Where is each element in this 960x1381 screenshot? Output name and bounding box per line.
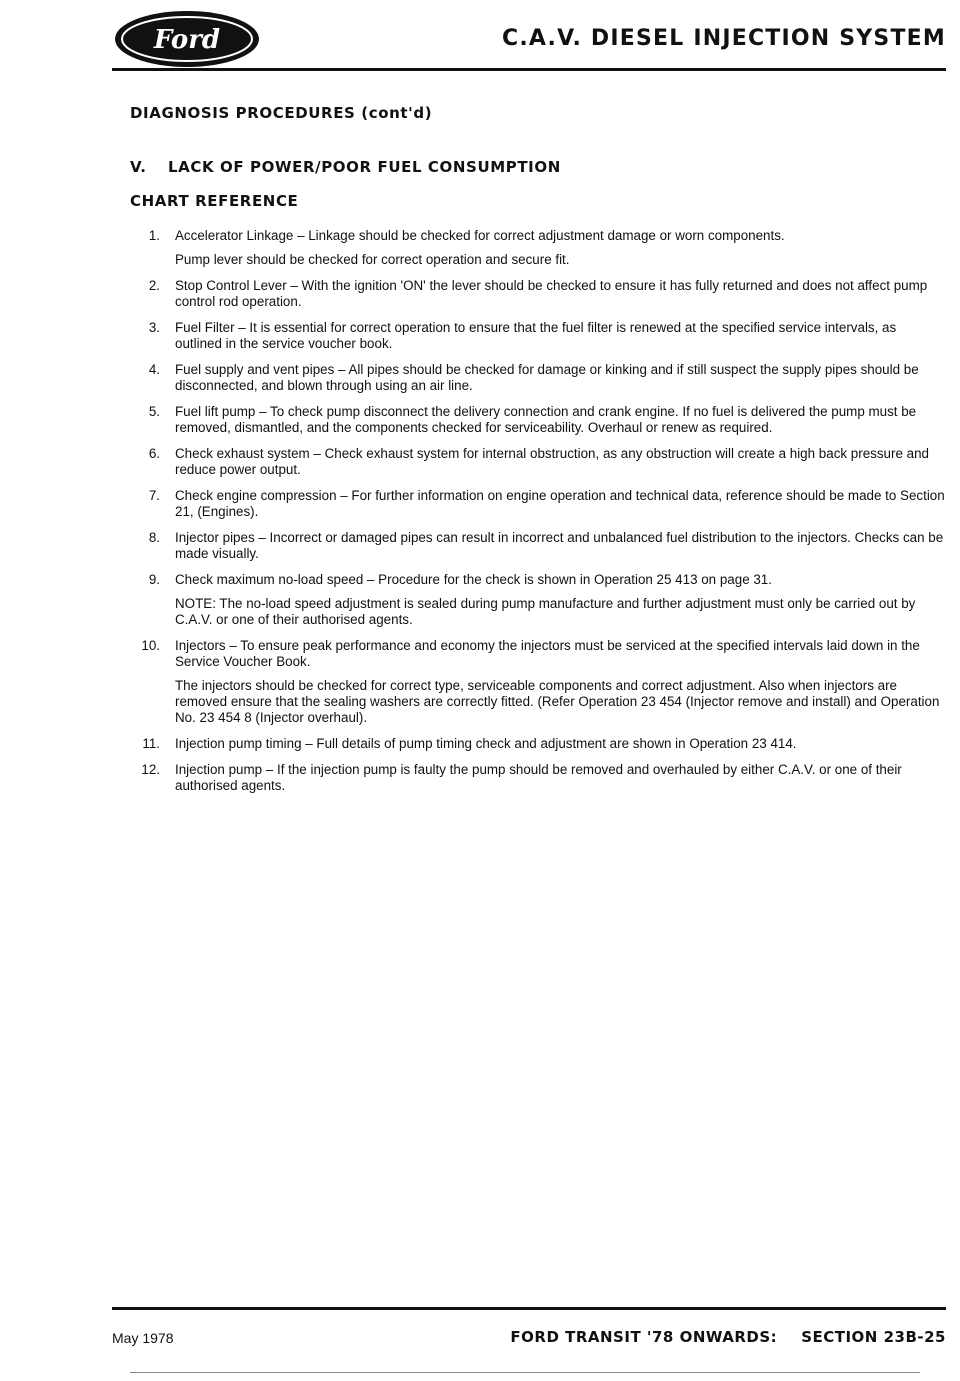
item-paragraph: Injectors – To ensure peak performance and economy the injectors must be serviced at the specified intervals laid down in the Service Voucher Book. (175, 638, 920, 669)
item-paragraph: The injectors should be checked for correct type, serviceable components and correct adjustment. Also when injectors are removed ensure that the sealing washers are correctly fitted. (Refer Operation 23 454 (Injector remove and install) and Operation No. 23 454 8 (Injector overhaul). (175, 678, 940, 725)
item-paragraph: Injector pipes – Incorrect or damaged pipes can result in incorrect and unbalanced fuel distribution to the injectors. Checks can be made visually. (175, 530, 944, 561)
item-paragraph: Stop Control Lever – With the ignition 'ON' the lever should be checked to ensure it has fully returned and does not affect pump control rod operation. (175, 278, 928, 309)
list-item (130, 446, 946, 478)
list-item (130, 762, 946, 794)
footer-divider (112, 1307, 946, 1310)
list-item (130, 320, 946, 352)
list-item (130, 638, 946, 726)
item-number: 11. (142, 736, 160, 751)
item-number: 6. (148, 446, 160, 461)
item-number: 8. (148, 530, 160, 545)
item-number: 12. (141, 762, 160, 777)
item-paragraph: Fuel lift pump – To check pump disconnect the delivery connection and crank engine. If no fuel is delivered the pump must be removed, dismantled, and the components checked for serviceability. Overhaul or renew as required. (175, 404, 917, 435)
section-title: DIAGNOSIS PROCEDURES (cont'd) (130, 104, 433, 122)
footer-section (510, 1328, 946, 1346)
chart-reference-list (130, 228, 946, 804)
header-divider (112, 68, 946, 71)
list-item (130, 278, 946, 310)
list-item (130, 362, 946, 394)
item-paragraph: NOTE: The no-load speed adjustment is sealed during pump manufacture and further adjustment must only be carried out by C.A.V. or one of their authorised agents. (175, 596, 916, 627)
item-number: 1. (148, 228, 160, 243)
list-item (130, 404, 946, 436)
item-number: 2. (148, 278, 160, 293)
footer-date: May 1978 (112, 1330, 174, 1346)
list-item (130, 736, 946, 752)
chart-reference-heading: CHART REFERENCE (130, 192, 299, 210)
item-number: 9. (148, 572, 160, 587)
item-paragraph: Check exhaust system – Check exhaust system for internal obstruction, as any obstruction will create a high back pressure and reduce power output. (175, 446, 929, 477)
list-item (130, 530, 946, 562)
item-number: 5. (148, 404, 160, 419)
ford-logo-text: Ford (153, 25, 221, 55)
item-paragraph: Injection pump timing – Full details of pump timing check and adjustment are shown in Operation 23 414. (175, 736, 797, 751)
item-paragraph: Fuel supply and vent pipes – All pipes should be checked for damage or kinking and if still suspect the supply pipes should be disconnected, and blown through using an air line. (175, 362, 919, 393)
subsection-numeral: V. (130, 158, 147, 176)
list-item (130, 228, 946, 268)
item-number: 3. (148, 320, 160, 335)
system-title: C.A.V. DIESEL INJECTION SYSTEM (502, 26, 946, 51)
item-paragraph: Accelerator Linkage – Linkage should be checked for correct adjustment damage or worn components. (175, 228, 785, 243)
subsection-title: LACK OF POWER/POOR FUEL CONSUMPTION (168, 158, 561, 176)
item-paragraph: Check engine compression – For further information on engine operation and technical data, reference should be made to Section 21, (Engines). (175, 488, 945, 519)
bottom-rule (130, 1372, 920, 1373)
footer-publication: FORD TRANSIT '78 ONWARDS: (510, 1328, 778, 1346)
list-item (130, 572, 946, 628)
ford-oval-icon (112, 8, 262, 70)
item-number: 4. (148, 362, 160, 377)
item-number: 7. (148, 488, 160, 503)
item-paragraph: Check maximum no-load speed – Procedure for the check is shown in Operation 25 413 on page 31. (175, 572, 772, 587)
item-paragraph: Pump lever should be checked for correct operation and secure fit. (175, 252, 570, 267)
item-paragraph: Injection pump – If the injection pump is faulty the pump should be removed and overhauled by either C.A.V. or one of their authorised agents. (175, 762, 902, 793)
list-item (130, 488, 946, 520)
subsection-heading (130, 158, 561, 176)
item-number: 10. (141, 638, 160, 653)
item-paragraph: Fuel Filter – It is essential for correct operation to ensure that the fuel filter is renewed at the specified service intervals, as outlined in the service voucher book. (175, 320, 897, 351)
footer-section-number: SECTION 23B-25 (801, 1328, 946, 1346)
ford-logo (112, 8, 262, 70)
